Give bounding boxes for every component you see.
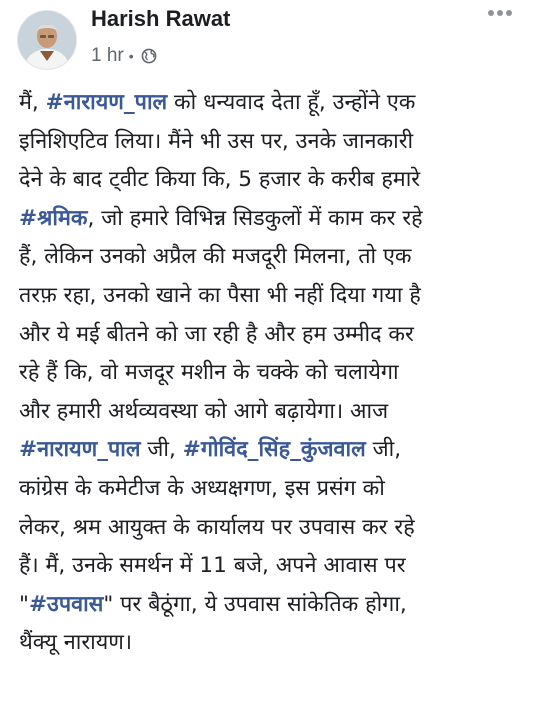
hashtag-link[interactable]: #श्रमिक — [19, 205, 88, 231]
author-avatar[interactable] — [17, 10, 77, 70]
post-text-segment: , जो हमारे विभिन्न सिडकुलों में काम कर रहे — [87, 205, 423, 231]
post-text-segment: " पर बैठूंगा, ये उपवास सांकेतिक होगा, — [103, 591, 407, 617]
post-text-segment: कांग्रेस के कमेटीज के अध्यक्षगण, इस प्रसंग को — [19, 475, 385, 501]
post-text-segment: थैंक्यू नारायण। — [19, 630, 133, 656]
post-text-segment: तरफ़ रहा, उनको खाने का पैसा भी नहीं दिया गया है — [19, 282, 421, 308]
post-text-line — [19, 123, 525, 162]
post-text-line — [19, 586, 525, 625]
post-text-line — [19, 470, 525, 509]
post-text-line — [19, 624, 525, 663]
post-text-segment: रहे हैं कि, वो मजदूर मशीन के चक्के को चलायेगा — [19, 360, 399, 386]
post-text-segment: इनिशिएटिव लिया। मैंने भी उस पर, उनके जानकारी — [19, 128, 414, 154]
post-text-line — [19, 354, 525, 393]
hashtag-link[interactable]: #उपवास — [28, 591, 104, 617]
post-text-segment: हैं, लेकिन उनको अप्रैल की मजदूरी मिलना, तो एक — [19, 244, 412, 270]
post-text-line — [19, 161, 525, 200]
avatar-portrait — [18, 11, 76, 69]
post-text-line — [19, 393, 525, 432]
post-text-segment: लेकर, श्रम आयुक्त के कार्यालय पर उपवास कर रहे — [19, 514, 415, 540]
post-text-line — [19, 547, 525, 586]
post-text-segment: " — [19, 591, 29, 617]
post-text-segment: और हमारी अर्थव्यवस्था को आगे बढ़ायेगा। आज — [19, 398, 389, 424]
post-header — [0, 0, 540, 78]
post-text — [19, 84, 525, 663]
post-text-line — [19, 238, 525, 277]
globe-icon[interactable] — [141, 48, 157, 64]
hashtag-link[interactable]: #नारायण_पाल — [19, 437, 141, 463]
post-text-line — [19, 84, 525, 123]
meta-separator: • — [128, 48, 134, 64]
hashtag-link[interactable]: #नारायण_पाल — [45, 90, 168, 115]
post-text-segment: हैं। मैं, उनके समर्थन में 11 बजे, अपने आवास पर — [19, 553, 406, 579]
post-text-line — [19, 431, 525, 470]
post-meta — [91, 44, 157, 68]
post-text-segment: जी, — [365, 437, 402, 463]
post-text-segment: और ये मई बीतने को जा रही है और हम उम्मीद कर — [19, 321, 414, 347]
hashtag-link[interactable]: #गोविंद_सिंह_कुंजवाल — [182, 437, 366, 463]
post-text-line — [19, 200, 525, 239]
post-text-segment: मैं, — [19, 90, 46, 115]
more-options-icon[interactable] — [487, 8, 513, 18]
post-text-segment: देने के बाद ट्वीट किया कि, 5 हजार के करीब हमारे — [19, 167, 421, 193]
post-text-segment: जी, — [140, 437, 183, 463]
post-text-line — [19, 316, 525, 355]
post-text-line — [19, 277, 525, 316]
author-name[interactable]: Harish Rawat — [91, 6, 231, 31]
post-text-segment: को धन्यवाद देता हूँ, उन्होंने एक — [167, 90, 416, 115]
post-text-line — [19, 509, 525, 548]
post-timestamp[interactable]: 1 hr — [91, 45, 124, 66]
